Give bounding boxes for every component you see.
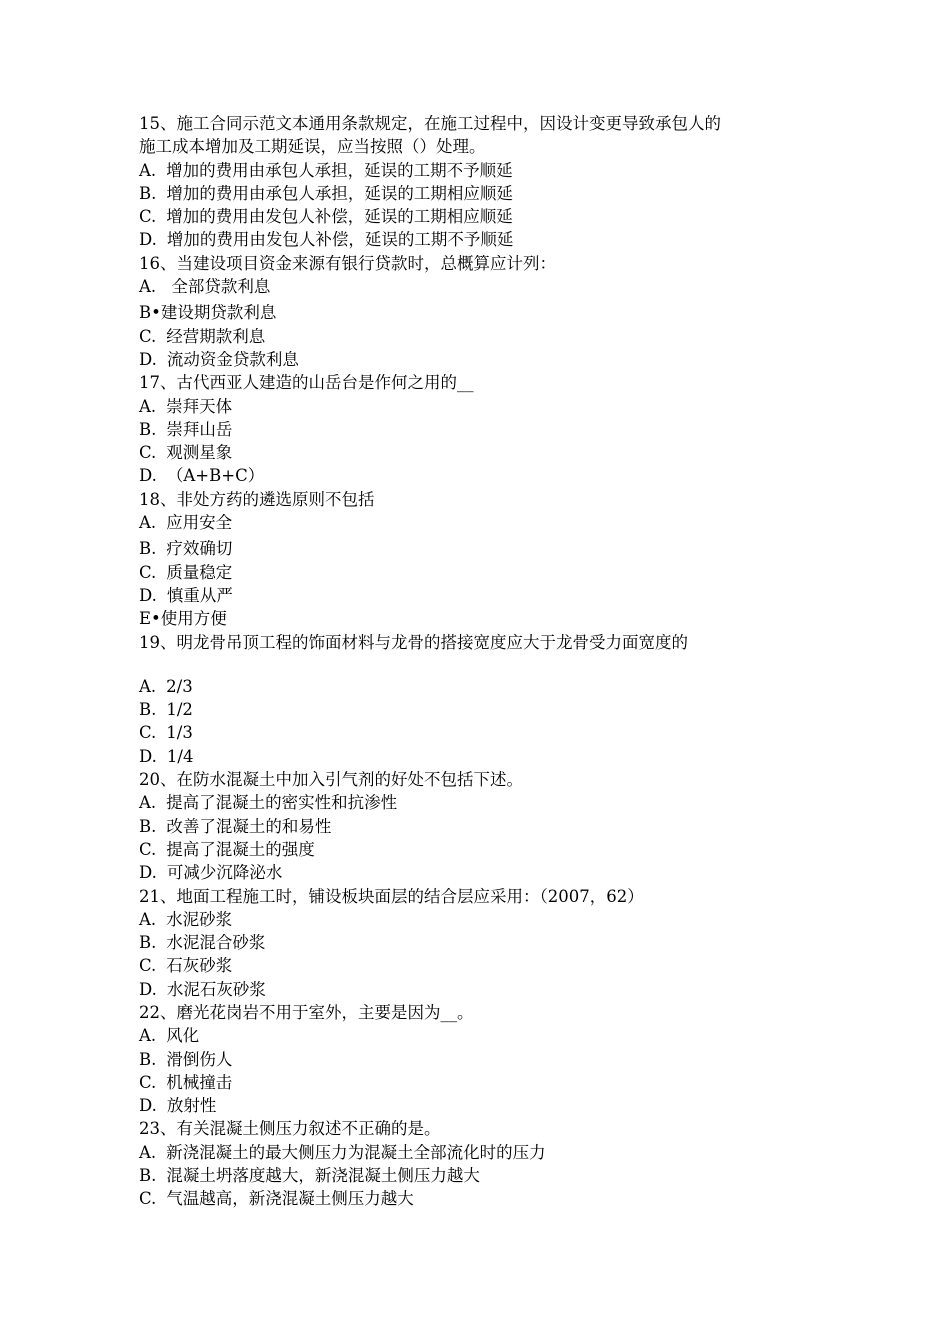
option-text: 水泥混合砂浆 [166, 933, 266, 953]
question-15 [139, 112, 829, 252]
option-label: D. [139, 466, 157, 486]
option-item [139, 205, 829, 228]
option-item [139, 511, 829, 534]
option-label: D. [139, 230, 157, 250]
option-item [139, 325, 829, 348]
option-item [139, 418, 829, 441]
option-text: 新浇混凝土的最大侧压力为混凝土全部流化时的压力 [166, 1142, 546, 1162]
question-22 [139, 1001, 829, 1117]
option-text: 水泥石灰砂浆 [166, 979, 266, 999]
option-text: 混凝土坍落度越大，新浇混凝土侧压力越大 [166, 1166, 480, 1186]
option-item [139, 561, 829, 584]
document-page [139, 112, 829, 1211]
option-item [139, 275, 829, 298]
option-text: 应用安全 [166, 513, 233, 533]
option-text: 疗效确切 [166, 539, 233, 559]
option-item [139, 348, 829, 371]
question-21 [139, 885, 829, 1001]
option-label: B. [139, 419, 157, 439]
option-text: 1/3 [166, 723, 193, 743]
option-text: 观测星象 [166, 443, 233, 463]
spacer [139, 654, 829, 675]
option-item [139, 838, 829, 861]
option-label: B. [139, 933, 157, 953]
option-text: 增加的费用由承包人承担，延误的工期相应顺延 [166, 183, 513, 203]
option-label: C. [139, 956, 157, 976]
option-item [139, 1071, 829, 1094]
option-text: （A+B+C） [166, 466, 265, 486]
option-item [139, 791, 829, 814]
question-stem: 16、当建设项目资金来源有银行贷款时，总概算应计列： [139, 253, 556, 273]
option-item [139, 301, 829, 324]
option-text: 水泥砂浆 [166, 909, 233, 929]
option-label: B. [139, 183, 157, 203]
option-label: A. [139, 676, 157, 696]
option-label: B• [139, 303, 161, 323]
option-item [139, 228, 829, 251]
option-text: 石灰砂浆 [166, 956, 233, 976]
option-item [139, 395, 829, 418]
question-stem: 17、古代西亚人建造的山岳台是作何之用的__ [139, 373, 474, 393]
option-item [139, 607, 829, 630]
option-item [139, 182, 829, 205]
option-item [139, 1141, 829, 1164]
option-label: C. [139, 326, 157, 346]
option-label: E• [139, 609, 161, 629]
option-item [139, 1187, 829, 1210]
option-text: 增加的费用由承包人承担，延误的工期不予顺延 [166, 160, 513, 180]
option-item [139, 978, 829, 1001]
option-text: 增加的费用由发包人补偿，延误的工期不予顺延 [166, 230, 514, 250]
option-item [139, 675, 829, 698]
option-label: C. [139, 1189, 157, 1209]
option-label: D. [139, 863, 157, 883]
option-item [139, 1048, 829, 1071]
question-17 [139, 371, 829, 487]
option-text: 使用方便 [160, 609, 227, 629]
option-text: 滑倒伤人 [166, 1049, 233, 1069]
option-label: D. [139, 746, 157, 766]
option-text: 1/4 [166, 746, 194, 766]
option-text: 机械撞击 [166, 1072, 233, 1092]
option-label: A. [139, 909, 157, 929]
option-item [139, 584, 829, 607]
option-text: 放射性 [166, 1096, 217, 1116]
option-text: 全部贷款利息 [166, 277, 271, 297]
option-label: A. [139, 1026, 157, 1046]
option-label: A. [139, 793, 157, 813]
option-label: D. [139, 585, 157, 605]
option-text: 提高了混凝土的密实性和抗渗性 [166, 793, 398, 813]
option-label: B. [139, 700, 157, 720]
option-item [139, 954, 829, 977]
option-label: B. [139, 1166, 157, 1186]
option-item [139, 745, 829, 768]
question-stem: 21、地面工程施工时，铺设板块面层的结合层应采用：（2007，62） [139, 886, 644, 906]
option-label: A. [139, 513, 157, 533]
option-item [139, 159, 829, 182]
option-item [139, 721, 829, 744]
option-label: A. [139, 160, 157, 180]
option-text: 建设期贷款利息 [160, 303, 277, 323]
option-item [139, 1164, 829, 1187]
option-text: 增加的费用由发包人补偿，延误的工期相应顺延 [166, 207, 513, 227]
option-label: B. [139, 539, 157, 559]
option-item [139, 815, 829, 838]
question-16 [139, 252, 829, 371]
question-stem: 19、明龙骨吊顶工程的饰面材料与龙骨的搭接宽度应大于龙骨受力面宽度的 [139, 632, 688, 652]
option-text: 经营期款利息 [166, 326, 266, 346]
question-stem: 18、非处方药的遴选原则不包括 [139, 489, 375, 509]
option-text: 可减少沉降泌水 [166, 863, 283, 883]
question-23 [139, 1117, 829, 1210]
option-label: C. [139, 207, 157, 227]
option-text: 流动资金贷款利息 [166, 349, 299, 369]
option-label: A. [139, 396, 157, 416]
option-item [139, 698, 829, 721]
option-label: C. [139, 562, 157, 582]
option-text: 质量稳定 [166, 562, 233, 582]
option-label: A. [139, 1142, 157, 1162]
question-stem: 施工成本增加及工期延误，应当按照（）处理。 [139, 137, 486, 157]
option-item [139, 908, 829, 931]
option-text: 慎重从严 [166, 585, 233, 605]
option-item [139, 537, 829, 560]
option-text: 1/2 [166, 700, 193, 720]
option-label: D. [139, 1096, 157, 1116]
option-label: B. [139, 1049, 157, 1069]
option-label: D. [139, 979, 157, 999]
question-stem: 22、磨光花岗岩不用于室外，主要是因为__。 [139, 1002, 474, 1022]
option-item [139, 464, 829, 487]
option-text: 崇拜山岳 [166, 419, 233, 439]
option-label: C. [139, 839, 157, 859]
question-18 [139, 488, 829, 631]
option-label: C. [139, 723, 157, 743]
question-stem: 15、施工合同示范文本通用条款规定，在施工过程中，因设计变更导致承包人的 [139, 114, 721, 133]
option-text: 风化 [166, 1026, 200, 1046]
option-item [139, 861, 829, 884]
option-item [139, 441, 829, 464]
option-label: C. [139, 1072, 157, 1092]
option-label: A. [139, 277, 157, 297]
option-item [139, 1024, 829, 1047]
option-label: B. [139, 816, 157, 836]
option-text: 改善了混凝土的和易性 [166, 816, 332, 836]
question-19 [139, 631, 829, 768]
option-text: 提高了混凝土的强度 [166, 839, 315, 859]
option-text: 气温越高，新浇混凝土侧压力越大 [166, 1189, 414, 1209]
question-20 [139, 768, 829, 884]
option-label: D. [139, 349, 157, 369]
option-text: 崇拜天体 [166, 396, 233, 416]
option-text: 2/3 [166, 676, 193, 696]
option-item [139, 931, 829, 954]
option-label: C. [139, 443, 157, 463]
question-stem: 20、在防水混凝土中加入引气剂的好处不包括下述。 [139, 770, 523, 790]
question-stem: 23、有关混凝土侧压力叙述不正确的是。 [139, 1119, 441, 1139]
option-item [139, 1094, 829, 1117]
